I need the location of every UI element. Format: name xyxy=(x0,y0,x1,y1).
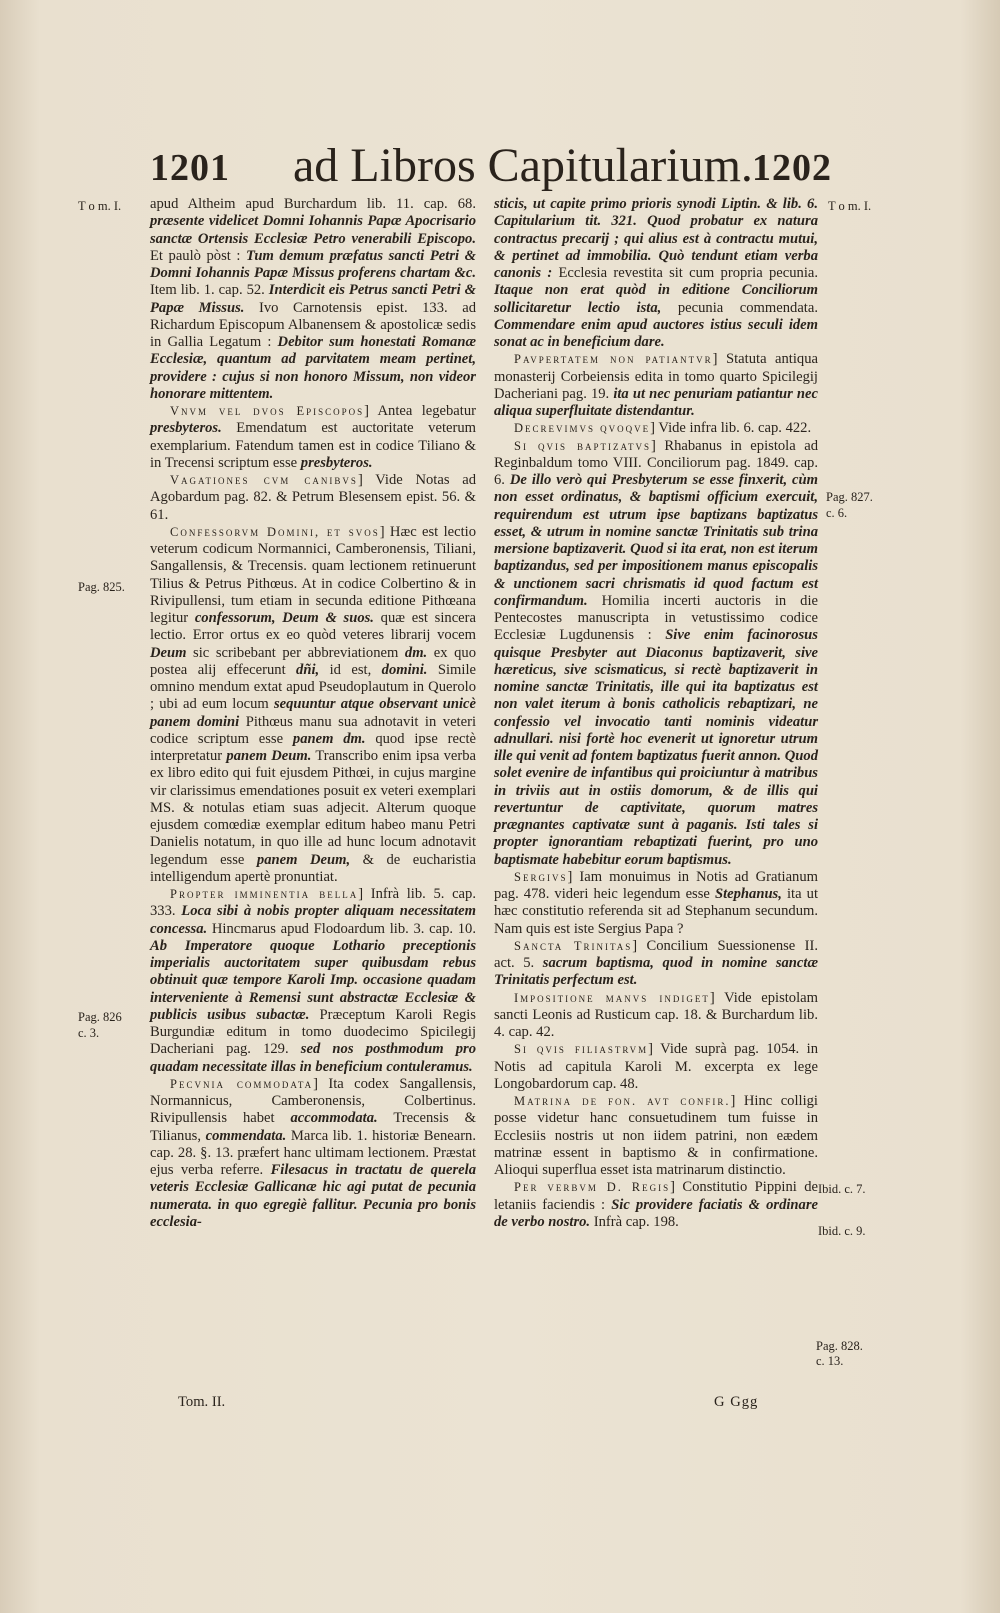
italic-quote: Loca sibi à nobis propter aliquam necessitatem concessa. xyxy=(150,903,476,937)
lemma: Sergivs xyxy=(514,869,568,884)
text-run: id est, xyxy=(319,661,382,678)
italic-quote: Stephanus, xyxy=(714,886,782,902)
text-run: apud Altheim apud Burchardum lib. 11. cap. 68. xyxy=(150,196,476,212)
italic-quote: domini. xyxy=(381,661,428,678)
text-run: Infrà cap. 198. xyxy=(590,1213,679,1230)
italic-quote: presbyteros. xyxy=(300,454,373,471)
italic-quote: Sic providere faciatis & ordinare de verbo nostro. xyxy=(494,1196,818,1230)
text-run: ] Vide epistolam sancti Leonis ad Rusticum cap. 18. & Burchardum lib. 4. cap. 42. xyxy=(494,989,818,1040)
margin-pag-825: Pag. 825. xyxy=(78,580,125,594)
lemma: Propter imminentia bella xyxy=(170,887,359,901)
text-run: ita ut hæc constitutio referenda sit ad Stephanum secundum. Nam quis est iste Sergius Papa ? xyxy=(494,886,818,937)
text-run: ] Vide Notas ad Agobardum pag. 82. & Petrum Blesensem epist. 56. & 61. xyxy=(150,472,476,523)
text-run: ] Antea legebatur xyxy=(364,403,476,419)
text-run: Ecclesia revestita sit cum propria pecunia. xyxy=(552,265,818,281)
italic-quote: Filesacus in tractatu de querela veteris Ecclesiæ Gallicanæ hic agi putat de pecunia numerata. in quo egregiè fallitur. Pecunia pro bonis ecclesia- xyxy=(150,1162,476,1230)
text-run: ] Hinc colligi posse videtur hanc consuetudinem tum fuisse in Ecclesiis nostris ut non iidem patrini, non eædem matrinæ essent in baptismo & in confirmatione. Alioqui superflua esset ista matrinarum distinctio. xyxy=(494,1093,818,1178)
italic-quote: panem Deum. xyxy=(226,748,312,764)
text-run: Simile omnino mendum extat apud Pseudoplautum in Querolo ; ubi ad eum locum xyxy=(150,661,476,713)
paragraph xyxy=(494,990,818,1042)
lemma: Confessorvm Domini, et svos xyxy=(170,524,380,539)
lemma: Matrina de fon. avt confir. xyxy=(514,1094,731,1108)
paragraph xyxy=(494,938,818,990)
running-title: ad Libros Capitularium. xyxy=(293,139,753,192)
lemma: Vagationes cvm canibvs xyxy=(170,473,358,487)
italic-quote: Ab Imperatore quoque Lothario preceptionis imperialis auctoritatem super quibusdam rebus obtinuit quæ tempore Karoli Imp. occasione quadam interveniente à Remensi sunt abstractæ Ecclesiæ & publicis usibus subactæ. xyxy=(150,937,476,1023)
margin-pag-826: Pag. 826 xyxy=(78,1010,122,1024)
paragraph xyxy=(494,1179,818,1231)
text-run: Pithœus manu sua adnotavit in veteri codice scriptum esse xyxy=(150,713,477,747)
italic-quote: dm. xyxy=(404,644,428,661)
text-run: ] Iam monuimus in Notis ad Gratianum pag. 478. videri heic legendum esse xyxy=(494,868,818,902)
italic-quote: De illo verò qui Presbyterum se esse finxerit, cùm non esset ordinatus, & baptismi officium exercuit, requirendum est utrum ipse baptizans baptizatus esset, & utrum in nomine sanctæ Trinitatis sub trina mersione baptizaverit. Quod si ita erat, non est iterum baptizandus, sed per impositionem manus episcopalis & unctionem sacri chrismatis id quod factum est confirmandum. xyxy=(494,472,818,609)
lemma: Vnvm vel dvos Episcopos xyxy=(170,404,365,418)
text-run: pecunia commendata. xyxy=(661,299,818,316)
margin-tom-right: T o m. I. xyxy=(828,199,872,213)
italic-quote: sacrum baptisma, quod in nomine sanctæ Trinitatis perfectum est. xyxy=(494,955,818,989)
text-run: ] Vide infra lib. 6. cap. 422. xyxy=(650,420,812,437)
right-column xyxy=(494,196,818,1231)
text-run: quod ipse rectè interpretatur xyxy=(150,730,476,764)
text-run: ] Concilium Suessionense II. act. 5. xyxy=(494,937,819,971)
text-run: Transcribo enim ipsa verba ex libro edito qui fuit ejusdem Pithœi, in cujus margine vir clarissimus emendationes posuit ex veteri exemplari MS. & notulas etiam suas adjecit. Alterum quoque ejusdem comœdiæ exemplar editum habeo manu Petri Danielis notatum, in quo ille ad hunc locum adnotavit legendum esse xyxy=(150,748,476,868)
page-number-left: 1201 xyxy=(150,147,230,189)
text-run: Præceptum Karoli Regis Burgundiæ editum in tomo duodecimo Spicilegij Dacheriani pag. 129. xyxy=(150,1006,476,1058)
text-run: ] Statuta antiqua monasterij Corbeiensis edita in tomo quarto Spicilegij Dacheriani pag. 19. xyxy=(494,351,818,402)
paragraph xyxy=(494,869,818,938)
paragraph xyxy=(150,1076,476,1231)
italic-quote: Commendare enim apud auctores istius seculi idem sonat ac in beneficium dare. xyxy=(494,316,818,350)
paragraph xyxy=(494,1093,818,1179)
margin-pag-826-c: c. 3. xyxy=(78,1026,100,1040)
margin-tom-left: T o m. I. xyxy=(78,199,122,213)
running-header xyxy=(0,138,1000,198)
text-run: Emendatum est auctoritate veterum exemplarium. Fatendum tamen est in codice Tiliano & in Trecensi scriptum esse xyxy=(150,420,476,471)
italic-quote: ita ut nec penuriam patiantur nec aliqua superfluitate distendantur. xyxy=(494,385,818,419)
text-run: ] Ita codex Sangallensis, Normannicus, Camberonensis, Colbertinus. Rivipullensis habet xyxy=(150,1075,477,1127)
paragraph xyxy=(150,403,476,472)
lemma: Pecvnia commodata xyxy=(170,1076,314,1091)
margin-pag-828-c: c. 13. xyxy=(816,1354,844,1368)
paragraph xyxy=(150,472,476,524)
paragraph xyxy=(494,351,818,420)
left-column xyxy=(150,196,476,1231)
text-run: & de eucharistia intelligendum apertè pronuntiat. xyxy=(150,851,476,885)
text-run: ] Infrà lib. 5. cap. 333. xyxy=(150,886,476,920)
lemma: Pavpertatem non patiantvr xyxy=(514,352,713,367)
lemma: Decrevimvs qvoqve xyxy=(514,421,651,436)
text-run: Item lib. 1. cap. 52. xyxy=(150,282,269,299)
text-run: sic scribebant per abbreviationem xyxy=(186,644,405,661)
text-run: Marca lib. 1. historiæ Benearn. cap. 28. §. 13. præfert hanc ultimam lectionem. Præstat ejus verba referre. xyxy=(150,1127,476,1178)
text-run: ] Rhabanus in epistola ad Reginbaldum tomo VIII. Conciliorum pag. 1849. cap. 6. xyxy=(494,437,818,488)
lemma: Si qvis baptizatvs xyxy=(514,438,651,453)
text-run: ] Constitutio Pippini de letaniis faciendis : xyxy=(494,1179,819,1213)
text-run: Et paulò pòst : xyxy=(150,247,247,264)
margin-pag-827-c: c. 6. xyxy=(826,506,848,520)
paragraph xyxy=(150,196,476,403)
text-run: ex quo postea alij effecerunt xyxy=(150,644,476,678)
footer xyxy=(0,1394,1000,1412)
text-run: Homilia incerti auctoris in die Pentecostes manuscripta in vetustissimo codice Ecclesiæ Lugdunensis : xyxy=(494,592,818,644)
paragraph xyxy=(494,196,818,351)
italic-quote: Tum demum præfatus sancti Petri & Domni Iohannis Papæ Missus proferens chartam &c. xyxy=(150,247,476,281)
italic-quote: confessorum, Deum & suos. xyxy=(194,610,374,626)
lemma: Si qvis filiastrvm xyxy=(514,1042,649,1057)
margin-pag-828: Pag. 828. xyxy=(816,1339,863,1353)
text-run: ] Hæc est lectio veterum codicum Normannici, Camberonensis, Tiliani, Sangallensis, & Trecensis. quam lectionem retinuerunt Tilius & Petrus Pithœus. At in codice Colbertino & in Rivipullensi, tum etiam in secunda editione Pithœana legitur xyxy=(150,523,476,626)
italic-quote: Itaque non erat quòd in editione Conciliorum sollicitaretur lectio ista, xyxy=(494,282,818,316)
lemma: Impositione manvs indiget xyxy=(514,990,710,1005)
paragraph xyxy=(150,886,476,1076)
lemma: Per verbvm D. Regis xyxy=(514,1180,671,1195)
text-run: ] Vide suprà pag. 1054. in Notis ad capitula Karoli M. excerpta ex lege Longobardorum cap. 48. xyxy=(494,1041,818,1092)
paragraph xyxy=(494,420,818,437)
italic-quote: panem dm. xyxy=(292,730,366,747)
lemma: Sancta Trinitas xyxy=(514,938,633,953)
italic-quote: sticis, ut capite primo prioris synodi Liptin. & lib. 6. Capitularium tit. 321. Quod probatur ex natura contractus precarij ; qui alius est à contractu mutui, & pertinet ad immobilia. Quò tendunt etiam verba canonis : xyxy=(494,196,818,281)
italic-quote: dñi, xyxy=(296,661,320,678)
paragraph xyxy=(150,524,476,886)
italic-quote: accommodata. xyxy=(290,1110,378,1127)
text-run: quæ est sincera lectio. Error ortus ex eo quòd veteres librarij vocem xyxy=(150,610,476,644)
paragraph xyxy=(494,1041,818,1093)
italic-quote: panem Deum, xyxy=(256,851,351,868)
italic-quote: Deum xyxy=(150,644,187,661)
italic-quote: Debitor sum honestati Romanæ Ecclesiæ, quantum ad parvitatem meam pertinet, providere : cujus si non honoro Missum, non videor honorare mittentem. xyxy=(150,334,476,402)
italic-quote: Sive enim facinorosus quisque Presbyter aut Diaconus baptizaverit, sive hæreticus, sive scismaticus, si rectè baptizaverit in nomine sanctæ Trinitatis, ille qui ita baptizatus est non valet iterum à bonis catholicis rebaptizari, ne confessio vel invocatio tanti nominis videatur adnullari. nisi fortè hoc evenerit ut ignoretur utrum ille qui venit ad fontem baptizatus fuerit annon. Quod solet evenire de infantibus qui proiciuntur à matribus in triviis aut in ostiis domorum, & de illis qui revertuntur de captivitate, quorum matres prægnantes captivatæ sunt à paganis. Isti tales si propter ignorantiam rebaptizati fuerint, pro uno baptismate habebitur eorum baptismus. xyxy=(494,627,818,868)
text-run: Trecensis & Tilianus, xyxy=(150,1110,476,1144)
italic-quote: sequuntur atque observant unicè panem domini xyxy=(150,696,476,730)
signature-mark: G Ggg xyxy=(714,1394,759,1410)
italic-quote: commendata. xyxy=(205,1127,287,1144)
italic-quote: sed nos posthmodum pro quadam necessitate illas in beneficium contuleramus. xyxy=(150,1041,476,1075)
text-run: Hincmarus apud Flodoardum lib. 3. cap. 10. xyxy=(207,920,476,937)
text-run: Ivo Carnotensis epist. 133. ad Richardum Episcopum Albanensem & apostolicæ sedis in Gallia Legatum : xyxy=(150,299,476,350)
italic-quote: Interdicit eis Petrus sancti Petri & Papæ Missus. xyxy=(150,282,476,316)
paragraph xyxy=(494,438,818,869)
page-number-right: 1202 xyxy=(752,147,832,189)
italic-quote: presbyteros. xyxy=(150,420,222,437)
margin-ibid-9: Ibid. c. 9. xyxy=(818,1224,866,1238)
catchword-left: Tom. II. xyxy=(178,1394,226,1410)
italic-quote: præsente videlicet Domni Iohannis Papæ Apocrisario sanctæ Ortensis Ecclesiæ Petro venerabili Episcopo. xyxy=(150,213,476,247)
margin-pag-827: Pag. 827. xyxy=(826,490,873,504)
margin-ibid-7: Ibid. c. 7. xyxy=(818,1182,866,1196)
